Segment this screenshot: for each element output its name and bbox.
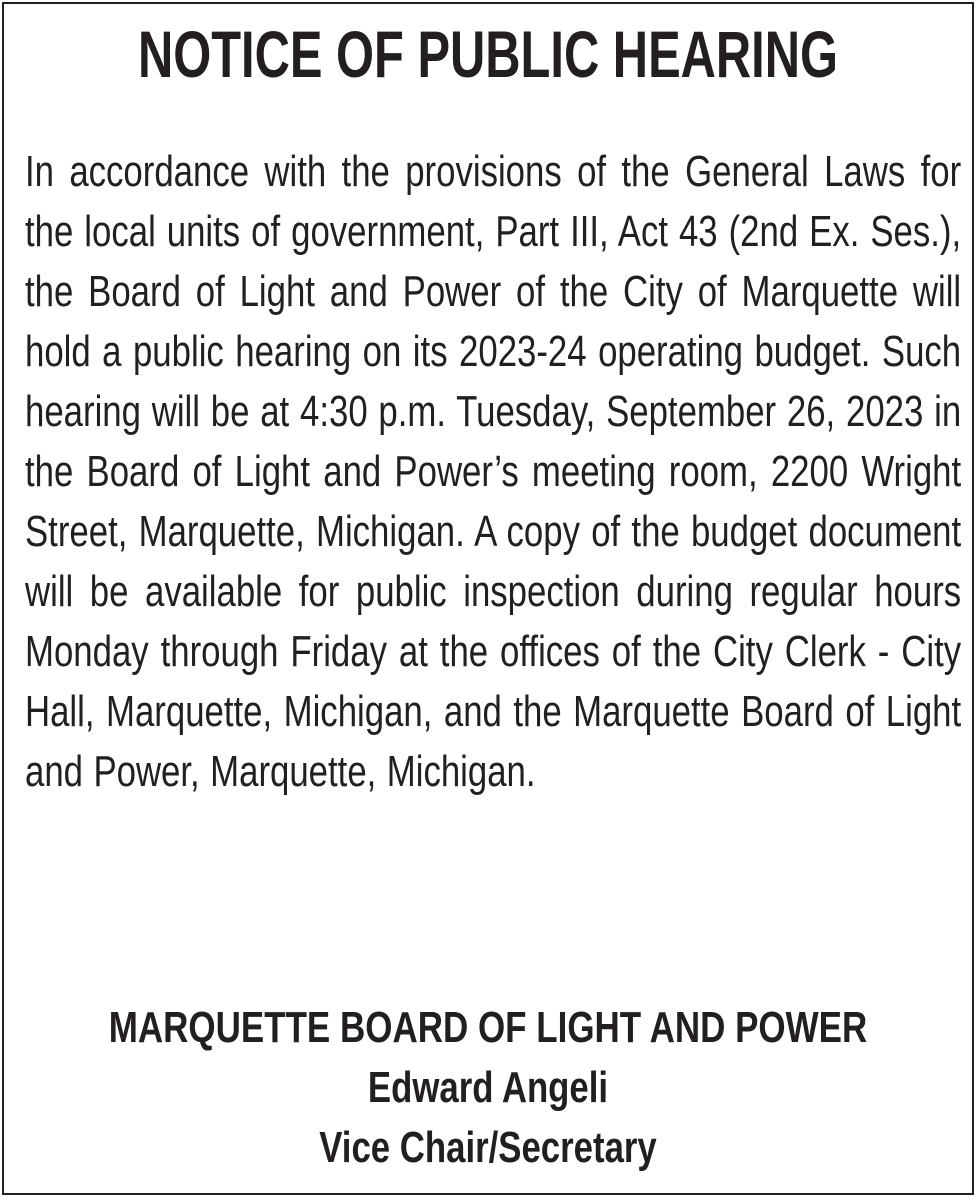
- notice-body: In accordance with the provisions of the General Laws for the local units of government, Part III, Act 43 (2nd Ex. Ses.), the Board of Light and Power of the City of Marquette will hold a public hearing on its 2023-24 operating budget. Such hearing will be at 4:30 p.m. Tuesday, September 26, 2023 in the Board of Light and Power’s meeting room, 2200 Wright Street, Marquette, Michigan. A copy of the budget document will be available for public inspection during regular hours Monday through Friday at the offices of the City Clerk - City Hall, Marquette, Michigan, and the Marquette Board of Light and Power, Marquette, Michigan.: [25, 147, 962, 796]
- notice-title: NOTICE OF PUBLIC HEARING: [137, 17, 839, 91]
- public-hearing-notice: [2, 2, 974, 1195]
- signer-title: Vice Chair/Secretary: [319, 1123, 657, 1172]
- organization-name: MARQUETTE BOARD OF LIGHT AND POWER: [108, 1003, 868, 1052]
- signer-name: Edward Angeli: [367, 1063, 609, 1112]
